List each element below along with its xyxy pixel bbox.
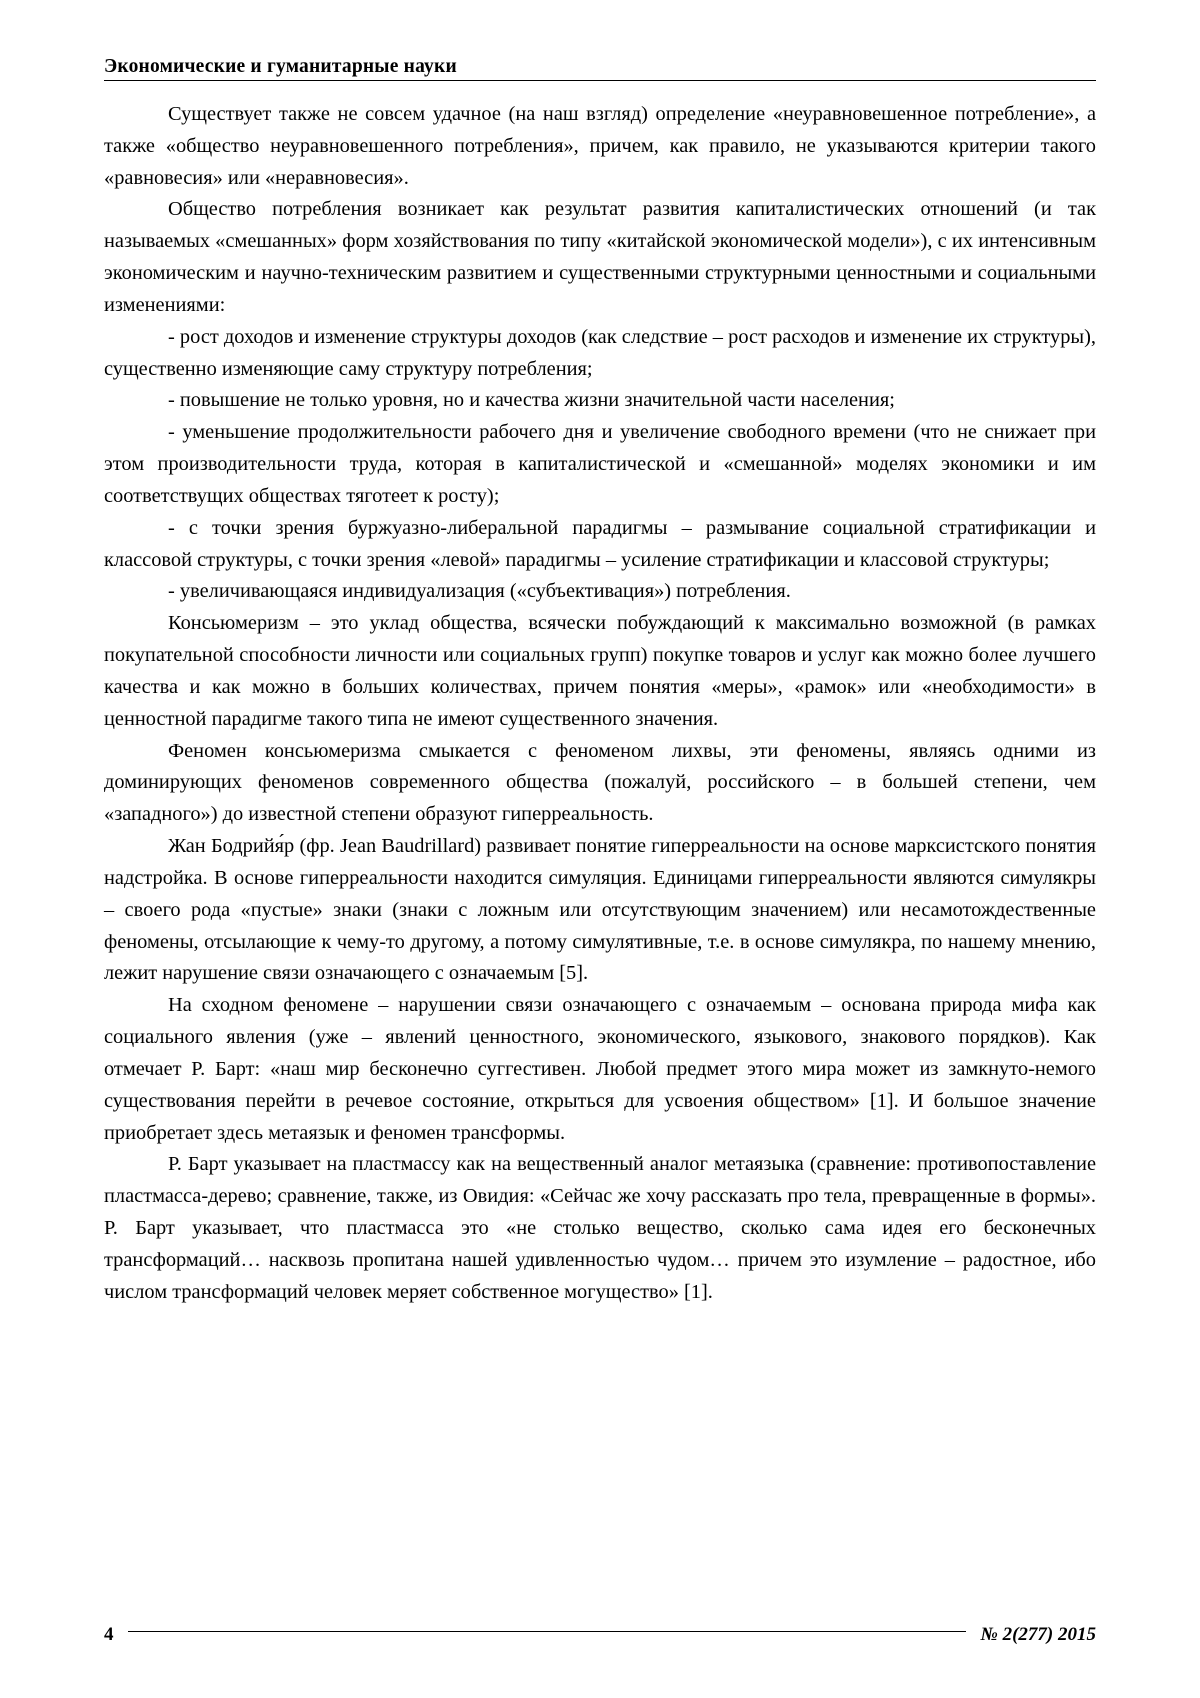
journal-title: Экономические и гуманитарные науки: [104, 56, 457, 77]
footer-divider: [128, 1631, 967, 1632]
paragraph: - повышение не только уровня, но и качества жизни значительной части населения;: [168, 389, 895, 412]
paragraph: Существует также не совсем удачное (на наш взгляд) определение «неуравновешенное потребление», а также «общество неуравновешенного потребления», причем, как правило, не указываются критерии такого «равновесия» или «неравновесия».: [104, 103, 1096, 189]
issue-label: № 2(277) 2015: [980, 1624, 1096, 1645]
paragraph: Феномен консьюмеризма смыкается с феноменом лихвы, эти феномены, являясь одними из доминирующих феноменов современного общества (пожалуй, российского – в большей степени, чем «западного») до известной степени образуют гиперреальность.: [104, 739, 1096, 826]
paragraph: - рост доходов и изменение структуры доходов (как следствие – рост расходов и изменение их структуры), существенно изменяющие саму структуру потребления;: [104, 325, 1096, 380]
page-number: 4: [104, 1624, 114, 1645]
article-body: [104, 99, 1096, 1308]
paragraph: Р. Барт указывает на пластмассу как на вещественный аналог метаязыка (сравнение: противопоставление пластмасса-дерево; сравнение, также, из Овидия: «Сейчас же хочу рассказать про тела, превращенные в формы». Р. Барт указывает, что пластмасса это «не столько вещество, сколько сама идея его бесконечных трансформаций… насквозь пропитана нашей удивленностью чудом… причем это изумление – радостное, ибо числом трансформаций человек меряет собственное могущество» [1].: [104, 1153, 1096, 1303]
page-header: [104, 56, 1096, 81]
paragraph: На сходном феномене – нарушении связи означающего с означаемым – основана природа мифа как социального явления (уже – явлений ценностного, экономического, языкового, знакового порядков). Как отмечает Р. Барт: «наш мир бесконечно суггестивен. Любой предмет этого мира может из замкнуто-немого существования перейти в речевое состояние, открыться для усвоения обществом» [1]. И большое значение приобретает здесь метаязык и феномен трансформы.: [104, 994, 1096, 1144]
paragraph: - уменьшение продолжительности рабочего дня и увеличение свободного времени (что не снижает при этом производительности труда, которая в капиталистической и «смешанной» моделях экономики и им соответствущих обществах тяготеет к росту);: [104, 421, 1096, 507]
paragraph: Жан Бодрийя́р (фр. Jean Baudrillard) развивает понятие гиперреальности на основе марксистского понятия надстройка. В основе гиперреальности находится симуляция. Единицами гиперреальности являются симулякры – своего рода «пустые» знаки (знаки с ложным или отсутствующим значением) или несамотождественные феномены, отсылающие к чему-то другому, а потому симулятивные, т.е. в основе симулякра, по нашему мнению, лежит нарушение связи означающего с означаемым [5].: [104, 835, 1096, 985]
paragraph: Консьюмеризм – это уклад общества, всячески побуждающий к максимально возможной (в рамках покупательной способности личности или социальных групп) покупке товаров и услуг как можно более лучшего качества и как можно в больших количествах, причем понятия «меры», «рамок» или «необходимости» в ценностной парадигме такого типа не имеют существенного значения.: [104, 612, 1096, 730]
paragraph: Общество потребления возникает как результат развития капиталистических отношений (и так называемых «смешанных» форм хозяйствования по типу «китайской экономической модели»), с их интенсивным экономическим и научно-техническим развитием и существенными структурными ценностными и социальными изменениями:: [104, 198, 1096, 316]
paragraph: - с точки зрения буржуазно-либеральной парадигмы – размывание социальной стратификации и классовой структуры, с точки зрения «левой» парадигмы – усиление стратификации и классовой структуры;: [104, 516, 1096, 571]
page-footer: [104, 1624, 1096, 1646]
paragraph: - увеличивающаяся индивидуализация («субъективация») потребления.: [168, 580, 791, 603]
